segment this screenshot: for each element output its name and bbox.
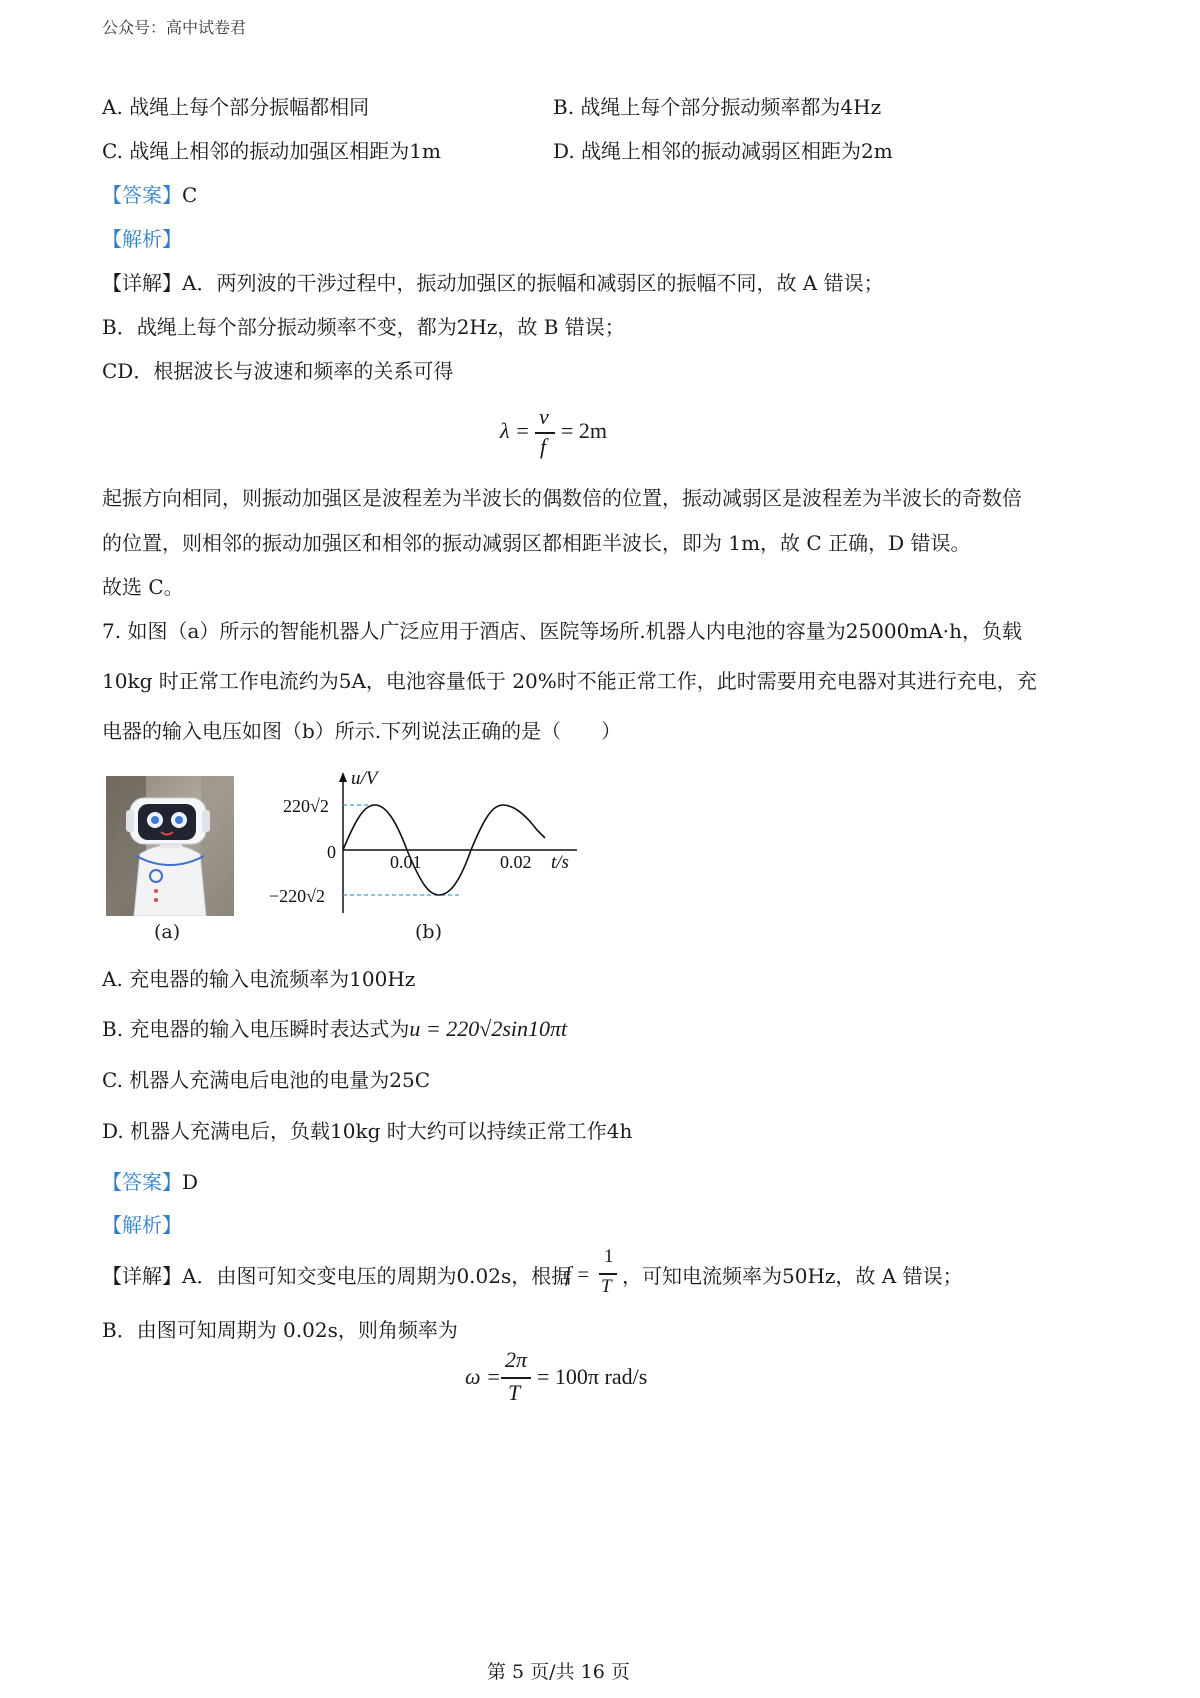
formula-denominator: T [508,1380,521,1405]
q6-detail-b: B．战绳上每个部分振动频率不变，都为2Hz，故 B 错误； [102,315,625,339]
figure-b-caption: (b) [415,921,442,943]
q6-detail-cd: CD．根据波长与波速和频率的关系可得 [102,359,454,383]
origin-label: 0 [327,842,336,862]
q6-para-1: 起振方向相同，则振动加强区是波程差为半波长的偶数倍的位置，振动减弱区是波程差为半波长的奇数倍 [102,486,1022,510]
answer-label: 【答案】 [102,183,182,207]
y-max-label: 220√2 [283,796,329,816]
formula-lhs: λ = [500,418,530,443]
y-axis-label: u/V [351,768,378,789]
option-b-text: B. 充电器的输入电压瞬时表达式为 [102,1017,410,1041]
y-axis-arrow [339,772,347,782]
q7-stem-line-1: 7. 如图（a）所示的智能机器人广泛应用于酒店、医院等场所.机器人内电池的容量为25000mA·h，负载 [102,619,1022,643]
q6-option-b: B. 战绳上每个部分振动频率都为4Hz [553,95,882,119]
formula-numerator: v [539,404,549,429]
answer-value: C [182,183,198,207]
y-min-label: −220√2 [269,886,326,906]
q6-analysis-label: 【解析】 [102,227,182,251]
formula-rhs: = 100π rad/s [537,1364,648,1389]
q7-stem-line-3: 电器的输入电压如图（b）所示.下列说法正确的是（ ） [102,719,622,743]
detail-a-text: A．两列波的干涉过程中，振动加强区的振幅和减弱区的振幅不同，故 A 错误； [182,271,884,295]
fraction-bar [501,1377,531,1379]
page-number: 第 5 页/共 16 页 [487,1661,630,1683]
q6-answer [102,181,197,209]
q6-option-a: A. 战绳上每个部分振幅都相同 [102,95,370,119]
voltage-graph [255,768,585,918]
answer-label: 【答案】 [102,1170,182,1194]
formula-lhs: ω = [465,1364,501,1389]
x-tick-1-label: 0.01 [390,852,422,872]
q7-option-b [102,1015,567,1043]
q7-answer [102,1168,198,1196]
answer-value: D [182,1170,199,1194]
q7-stem-line-2: 10kg 时正常工作电流约为5A，电池容量低于 20%时不能正常工作，此时需要用充电器对其进行充电，充 [102,669,1037,693]
q6-detail-a [102,269,884,297]
q7-option-c: C. 机器人充满电后电池的电量为25C [102,1068,431,1092]
detail-label: 【详解】 [102,1264,182,1288]
detail-a-post: ，可知电流频率为50Hz，故 A 错误； [622,1264,963,1288]
q6-option-d: D. 战绳上相邻的振动减弱区相距为2m [553,139,893,163]
q6-option-c: C. 战绳上相邻的振动加强区相距为1m [102,139,441,163]
formula-denominator: f [540,434,547,459]
detail-a-f: f = [565,1262,591,1286]
q7-analysis-label: 【解析】 [102,1213,182,1237]
robot-photo [106,776,234,916]
detail-a-numerator: 1 [604,1246,614,1267]
detail-a-pre: A．由图可知交变电压的周期为0.02s，根据 [182,1264,572,1288]
q6-para-2: 的位置，则相邻的振动加强区和相邻的振动减弱区都相距半波长，即为 1m，故 C 正确，D 错误。 [102,531,971,555]
formula-rhs: = 2m [561,418,608,443]
detail-a-denominator: T [601,1276,612,1297]
detail-a-fraction-bar [599,1273,617,1275]
q7-detail-a [102,1262,571,1290]
q7-option-d: D. 机器人充满电后，负载10kg 时大约可以持续正常工作4h [102,1119,633,1143]
source-label: 公众号：高中试卷君 [102,18,247,37]
detail-label: 【详解】 [102,271,182,295]
q7-option-a: A. 充电器的输入电流频率为100Hz [102,967,416,991]
figure-a-caption: (a) [154,921,181,943]
formula-numerator: 2π [505,1347,528,1372]
x-tick-2-label: 0.02 [500,852,532,872]
option-b-formula: u = 220√2sin10πt [409,1016,568,1041]
x-axis-label: t/s [551,852,569,873]
q7-detail-b: B．由图可知周期为 0.02s，则角频率为 [102,1318,458,1342]
q6-conclusion: 故选 C。 [102,575,184,599]
